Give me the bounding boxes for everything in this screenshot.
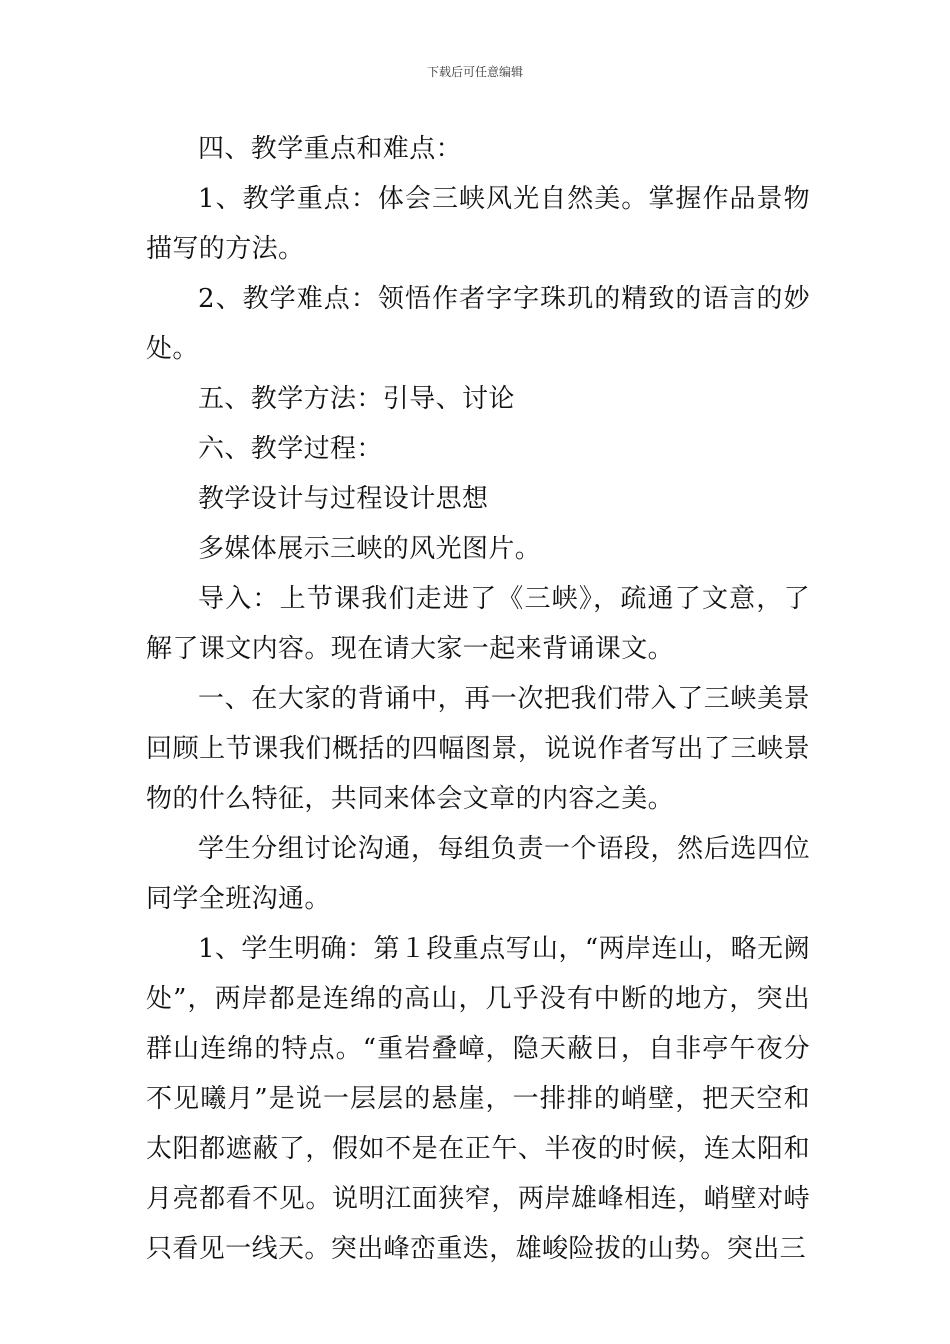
paragraph-teaching-difficulty: 2、教学难点：领悟作者字字珠玑的精致的语言的妙处。: [146, 284, 810, 364]
paragraph-introduction: 导入：上节课我们走进了《三峡》，疏通了文意，了解了课文内容。现在请大家一起来背诵课文。: [146, 584, 810, 664]
document-body: [146, 124, 810, 1274]
paragraph-multimedia: 多媒体展示三峡的风光图片。: [198, 534, 542, 564]
section-heading-key-points: 四、教学重点和难点：: [198, 134, 463, 164]
paragraph-recitation: 一、在大家的背诵中，再一次把我们带入了三峡美景回顾上节课我们概括的四幅图景，说说作者写出了三峡景物的什么特征，共同来体会文章的内容之美。: [146, 684, 810, 814]
paragraph-student-answer: 1、学生明确：第１段重点写山，“两岸连山，略无阙处”，两岸都是连绵的高山，几乎没有中断的地方，突出群山连绵的特点。“重岩叠嶂，隐天蔽日，自非亭午夜分不见曦月”是说一层层的悬崖，一排排的峭壁，把天空和太阳都遮蔽了，假如不是在正午、半夜的时候，连太阳和月亮都看不见。说明江面狭窄，两岸雄峰相连，峭壁对峙只看见一线天。突出峰峦重迭，雄峻险拔的山势。突出三: [146, 934, 810, 1264]
section-heading-methods: 五、教学方法：引导、讨论: [198, 384, 515, 414]
paragraph-group-discussion: 学生分组讨论沟通，每组负责一个语段，然后选四位同学全班沟通。: [146, 834, 810, 914]
page-header: 下载后可任意编辑: [426, 65, 523, 79]
paragraph-teaching-focus: 1、教学重点：体会三峡风光自然美。掌握作品景物描写的方法。: [146, 184, 810, 264]
section-heading-process: 六、教学过程：: [198, 434, 383, 464]
paragraph-design-thinking: 教学设计与过程设计思想: [198, 484, 489, 514]
